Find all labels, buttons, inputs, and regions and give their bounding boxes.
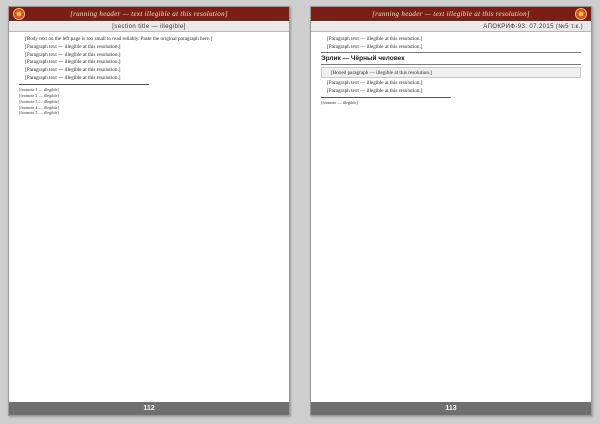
footnote: [footnote — illegible] — [321, 99, 358, 105]
body-paragraph: [Paragraph text — illegible at this resolution.] — [25, 74, 121, 81]
page-number: 113 — [445, 405, 457, 412]
body-paragraph: [Body text on the left page is too small to read reliably. Paste the original paragraph here.] — [25, 36, 212, 42]
running-header: [running header — text illegible at this resolution] — [372, 10, 530, 18]
publisher-logo-icon — [575, 8, 587, 20]
body-paragraph: [Paragraph text — illegible at this resolution.] — [327, 87, 423, 94]
publisher-logo-icon — [13, 8, 25, 20]
right-section-title-bar — [311, 22, 591, 32]
boxed-paragraph: [Boxed paragraph — illegible at this resolution.] — [321, 67, 581, 78]
body-paragraph: [Paragraph text — illegible at this resolution.] — [25, 51, 121, 58]
section-title: [section title — illegible] — [112, 23, 186, 30]
footnote: [footnote 5 — illegible] — [19, 110, 59, 116]
article-heading: Эрлик — Чёрный человек — [321, 52, 581, 65]
footnote: [footnote 4 — illegible] — [19, 104, 59, 110]
footnote: [footnote 3 — illegible] — [19, 98, 59, 104]
right-page-banner — [311, 7, 591, 21]
left-page-banner — [9, 7, 289, 21]
right-page-footer — [311, 402, 591, 415]
body-paragraph: [Paragraph text — illegible at this resolution.] — [25, 43, 121, 50]
right-page — [310, 6, 592, 416]
issue-label: АПОКРИФ-93: 07.2015 (№5 т.к.) — [483, 23, 583, 30]
body-paragraph: [Paragraph text — illegible at this resolution.] — [327, 43, 423, 50]
body-paragraph: [Paragraph text — illegible at this resolution.] — [327, 36, 423, 42]
left-page-footer — [9, 402, 289, 415]
body-paragraph: [Paragraph text — illegible at this resolution.] — [327, 79, 423, 86]
body-paragraph: [Paragraph text — illegible at this resolution.] — [25, 59, 121, 66]
footnote-divider — [321, 97, 451, 98]
footnote-divider — [19, 84, 149, 85]
body-paragraph: [Paragraph text — illegible at this resolution.] — [25, 67, 121, 74]
running-header: [running header — text illegible at this resolution] — [70, 10, 228, 18]
right-page-body — [321, 36, 581, 397]
page-number: 112 — [143, 405, 155, 412]
left-page-body — [19, 36, 279, 397]
footnote: [footnote 1 — illegible] — [19, 87, 59, 93]
footnote: [footnote 2 — illegible] — [19, 93, 59, 99]
left-section-title-bar — [9, 22, 289, 32]
left-page — [8, 6, 290, 416]
